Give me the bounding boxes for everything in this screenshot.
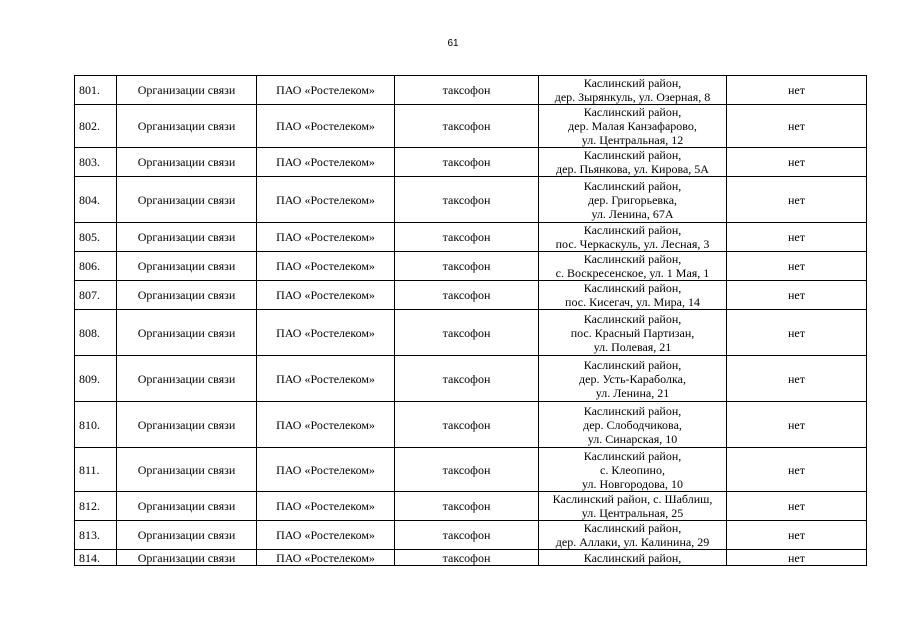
row-number-cell: 804. [75,177,117,223]
category-cell: Организации связи [117,521,257,550]
address-cell [539,76,727,105]
row-number-cell: 814. [75,550,117,566]
address-line: Каслинский район, [583,105,682,119]
address-line: Каслинский район, [583,281,682,295]
address-line: ул. Ленина, 67А [591,206,674,221]
value-cell: нет [727,492,867,521]
object-type-cell: таксофон [395,448,539,492]
address-line: ул. Ленина, 21 [595,385,670,400]
address-line: дер. Григорьевка, [587,192,678,207]
organization-cell: ПАО «Ростелеком» [257,492,395,521]
object-type-cell: таксофон [395,177,539,223]
address-line: Каслинский район, [583,311,682,326]
address-cell [539,402,727,448]
value-cell: нет [727,223,867,252]
address-line: Каслинский район, [583,550,682,565]
row-number-cell: 803. [75,148,117,177]
value-cell: нет [727,148,867,177]
category-cell: Организации связи [117,177,257,223]
address-line: с. Воскресенское, ул. 1 Мая, 1 [555,266,710,280]
address-line: дер. Зырянкуль, ул. Озерная, 8 [554,90,711,104]
address-line: Каслинский район, [583,357,682,372]
row-number-cell: 802. [75,105,117,148]
row-number-cell: 809. [75,356,117,402]
address-line: Каслинский район, [583,76,682,90]
organization-cell: ПАО «Ростелеком» [257,356,395,402]
address-line: ул. Новгородова, 10 [581,476,683,491]
organization-cell: ПАО «Ростелеком» [257,177,395,223]
address-line: Каслинский район, [583,148,682,162]
address-cell [539,521,727,550]
address-line: пос. Кисегач, ул. Мира, 14 [565,295,700,309]
row-number-cell: 806. [75,252,117,281]
object-type-cell: таксофон [395,105,539,148]
table-row [75,448,867,492]
table-row [75,148,867,177]
address-line: пос. Черкаскуль, ул. Лесная, 3 [555,237,710,251]
organization-cell: ПАО «Ростелеком» [257,310,395,356]
table-row [75,177,867,223]
organization-cell: ПАО «Ростелеком» [257,252,395,281]
address-line: дер. Малая Канзафарово, [568,119,697,133]
address-line: дер. Аллаки, ул. Калинина, 29 [555,535,710,549]
object-type-cell: таксофон [395,310,539,356]
organization-cell: ПАО «Ростелеком» [257,148,395,177]
object-type-cell: таксофон [395,76,539,105]
category-cell: Организации связи [117,223,257,252]
address-cell [539,310,727,356]
row-number-cell: 807. [75,281,117,310]
address-cell [539,550,727,566]
address-line: ул. Полевая, 21 [593,339,672,354]
category-cell: Организации связи [117,281,257,310]
value-cell: нет [727,177,867,223]
category-cell: Организации связи [117,448,257,492]
object-type-cell: таксофон [395,223,539,252]
value-cell: нет [727,105,867,148]
address-line: с. Клеопино, [600,462,665,477]
object-type-cell: таксофон [395,492,539,521]
category-cell: Организации связи [117,105,257,148]
value-cell: нет [727,252,867,281]
category-cell: Организации связи [117,356,257,402]
organization-cell: ПАО «Ростелеком» [257,550,395,566]
address-line: ул. Синарская, 10 [587,431,678,446]
value-cell: нет [727,521,867,550]
object-type-cell: таксофон [395,281,539,310]
table-row [75,550,867,566]
value-cell: нет [727,402,867,448]
page-number: 61 [447,38,459,49]
address-cell [539,281,727,310]
value-cell: нет [727,281,867,310]
value-cell: нет [727,550,867,566]
address-cell [539,105,727,148]
registry-table [74,75,867,566]
value-cell: нет [727,76,867,105]
address-line: Каслинский район, [583,403,682,418]
table-row [75,223,867,252]
category-cell: Организации связи [117,252,257,281]
object-type-cell: таксофон [395,402,539,448]
address-line: Каслинский район, [583,223,682,237]
address-line: ул. Центральная, 12 [581,133,684,147]
category-cell: Организации связи [117,492,257,521]
object-type-cell: таксофон [395,521,539,550]
category-cell: Организации связи [117,310,257,356]
address-line: Каслинский район, с. Шаблиш, [552,492,713,506]
value-cell: нет [727,448,867,492]
value-cell: нет [727,310,867,356]
table-row [75,402,867,448]
organization-cell: ПАО «Ростелеком» [257,223,395,252]
object-type-cell: таксофон [395,356,539,402]
table-row [75,521,867,550]
address-line: Каслинский район, [583,252,682,266]
object-type-cell: таксофон [395,550,539,566]
address-line: пос. Красный Партизан, [570,325,695,340]
registry-body [75,76,867,566]
row-number-cell: 812. [75,492,117,521]
address-line: ул. Центральная, 25 [581,506,684,520]
row-number-cell: 808. [75,310,117,356]
object-type-cell: таксофон [395,252,539,281]
row-number-cell: 811. [75,448,117,492]
organization-cell: ПАО «Ростелеком» [257,76,395,105]
category-cell: Организации связи [117,76,257,105]
category-cell: Организации связи [117,402,257,448]
table-row [75,492,867,521]
table-row [75,252,867,281]
address-line: Каслинский район, [583,521,682,535]
object-type-cell: таксофон [395,148,539,177]
category-cell: Организации связи [117,148,257,177]
row-number-cell: 813. [75,521,117,550]
row-number-cell: 805. [75,223,117,252]
address-cell [539,148,727,177]
table-row [75,356,867,402]
row-number-cell: 801. [75,76,117,105]
address-line: дер. Слободчикова, [583,417,682,432]
table-row [75,105,867,148]
category-cell: Организации связи [117,550,257,566]
address-line: Каслинский район, [583,178,682,193]
address-cell [539,356,727,402]
organization-cell: ПАО «Ростелеком» [257,448,395,492]
organization-cell: ПАО «Ростелеком» [257,281,395,310]
address-line: дер. Пьянкова, ул. Кирова, 5А [556,162,709,176]
address-line: дер. Усть-Караболка, [579,371,686,386]
address-cell [539,252,727,281]
address-cell [539,223,727,252]
table-row [75,76,867,105]
organization-cell: ПАО «Ростелеком» [257,402,395,448]
organization-cell: ПАО «Ростелеком» [257,521,395,550]
table-row [75,310,867,356]
value-cell: нет [727,356,867,402]
row-number-cell: 810. [75,402,117,448]
organization-cell: ПАО «Ростелеком» [257,105,395,148]
address-cell [539,448,727,492]
address-cell [539,177,727,223]
address-line: Каслинский район, [583,448,682,463]
address-cell [539,492,727,521]
table-row [75,281,867,310]
